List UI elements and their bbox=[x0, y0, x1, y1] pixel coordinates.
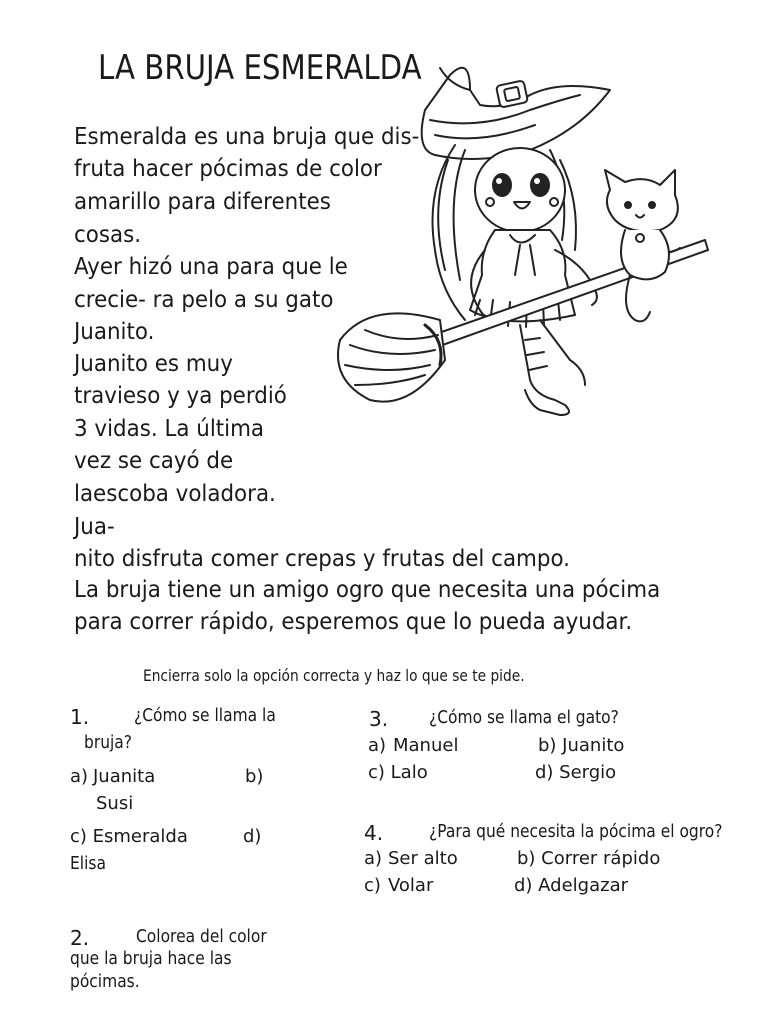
option-text[interactable]: Elisa bbox=[70, 853, 106, 874]
option-c[interactable]: c) Lalo bbox=[368, 762, 428, 783]
story-line: para correr rápido, esperemos que lo pueda ayudar. bbox=[74, 609, 633, 635]
story-line: vez se cayó de bbox=[74, 448, 234, 474]
story-line: cosas. bbox=[74, 222, 142, 248]
question-text: Colorea del color bbox=[136, 926, 267, 947]
option-text[interactable]: Susi bbox=[96, 793, 134, 814]
question-text: ¿Para qué necesita la pócima el ogro? bbox=[429, 821, 723, 842]
question-number: 1. bbox=[70, 705, 90, 729]
question-number: 4. bbox=[364, 821, 384, 845]
story-line: crecie- ra pelo a su gato bbox=[74, 287, 334, 313]
story-line: travieso y ya perdió bbox=[74, 383, 287, 409]
story-line: 3 vidas. La última bbox=[74, 416, 265, 442]
story-line: Ayer hizó una para que le bbox=[74, 254, 348, 280]
page-title: LA BRUJA ESMERALDA bbox=[98, 48, 422, 88]
option-label[interactable]: a) bbox=[368, 735, 387, 756]
story-line: La bruja tiene un amigo ogro que necesita una pócima bbox=[74, 577, 661, 603]
cat bbox=[605, 170, 678, 231]
story-line: Juanito es muy bbox=[74, 351, 233, 377]
question-number: 3. bbox=[369, 707, 389, 731]
story-line: Juanito. bbox=[74, 319, 155, 345]
question-number: 2. bbox=[70, 926, 90, 950]
option-d[interactable]: d) Sergio bbox=[535, 762, 617, 783]
story-line: Jua- bbox=[74, 514, 115, 540]
option-label[interactable]: a) bbox=[70, 766, 89, 787]
story-line: Esmeralda es una bruja que dis- bbox=[74, 124, 420, 150]
question-text: pócimas. bbox=[70, 971, 140, 992]
option-b[interactable]: b) Correr rápido bbox=[517, 848, 661, 869]
story-line: fruta hacer pócimas de color bbox=[74, 156, 382, 182]
option-b[interactable]: b) Juanito bbox=[538, 735, 625, 756]
witch-face bbox=[475, 148, 565, 232]
option-label[interactable]: b) bbox=[245, 766, 264, 787]
option-text[interactable]: Manuel bbox=[393, 735, 459, 756]
question-text: que la bruja hace las bbox=[70, 948, 232, 969]
option-text[interactable]: Volar bbox=[388, 875, 434, 896]
option-text[interactable]: Juanita bbox=[93, 766, 156, 787]
question-text: bruja? bbox=[84, 732, 133, 753]
option-label[interactable]: a) bbox=[364, 848, 383, 869]
story-line: laescoba voladora. bbox=[74, 481, 276, 507]
option-label[interactable]: d) bbox=[243, 826, 262, 847]
option-label[interactable]: c) bbox=[364, 875, 381, 896]
story-line: nito disfruta comer crepas y frutas del campo. bbox=[74, 546, 570, 572]
question-text: ¿Cómo se llama la bbox=[134, 705, 276, 726]
witch-on-broom-illustration bbox=[330, 50, 715, 425]
story-line: amarillo para diferentes bbox=[74, 189, 331, 215]
instructions: Encierra solo la opción correcta y haz lo que se te pide. bbox=[143, 666, 525, 685]
option-d[interactable]: d) Adelgazar bbox=[514, 875, 629, 896]
option-c[interactable]: c) Esmeralda bbox=[70, 826, 188, 847]
option-text[interactable]: Ser alto bbox=[388, 848, 458, 869]
hat-buckle bbox=[496, 80, 528, 107]
question-text: ¿Cómo se llama el gato? bbox=[429, 707, 619, 728]
